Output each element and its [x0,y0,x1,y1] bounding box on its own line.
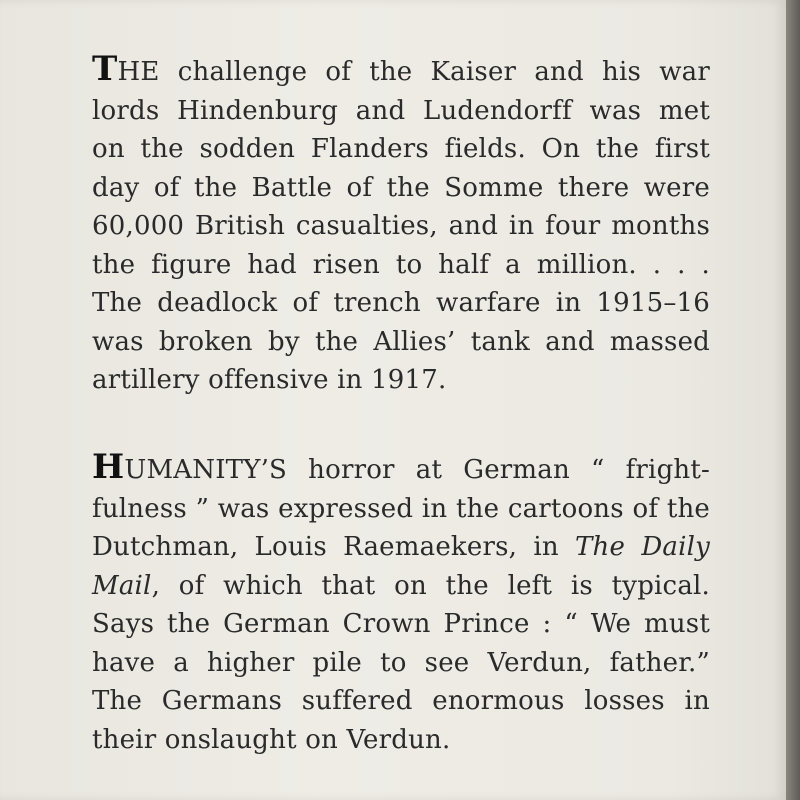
newspaper-title: The Daily [575,532,710,562]
text-line: day of the Battle of the Somme there were [92,172,710,203]
text-line: fulness ” was expressed in the cartoons of the [92,493,710,524]
text-line-content: Dutchman, Louis Raemaekers, in [92,532,576,562]
page-edge [786,0,800,800]
text-line: artillery offensive in 1917. [92,365,447,395]
paragraph-kaiser [92,49,710,400]
text-line: 60,000 British casualties, and in four months [92,211,710,241]
text-line [92,528,710,567]
text-line-content: UMANITY’S horror at German “ fright- [124,455,710,485]
text-line [92,447,710,490]
text-line [92,49,710,92]
text-line: their onslaught on Verdun. [92,724,451,755]
text-line: Says the German Crown Prince : “ We must [92,609,710,639]
text-line-content: HE challenge of the Kaiser and his war [117,57,710,87]
drop-cap: H [92,447,125,487]
text-line: was broken by the Allies’ tank and massed [92,326,710,357]
text-line: have a higher pile to see Verdun, father.” [92,647,710,678]
text-line: the figure had risen to half a million. . . . [92,249,710,280]
text-line: The Germans suffered enormous losses in [92,686,710,716]
text-line: lords Hindenburg and Ludendorff was met [92,95,710,126]
paragraph-humanity [92,447,710,759]
text-line: on the sodden Flanders fields. On the first [92,134,710,164]
drop-cap: T [92,49,118,89]
newspaper-title: Mail [92,570,152,601]
text-line-content: , of which that on the left is typical. [151,570,710,601]
text-line: The deadlock of trench warfare in 1915–16 [92,288,710,318]
text-line [92,567,710,606]
